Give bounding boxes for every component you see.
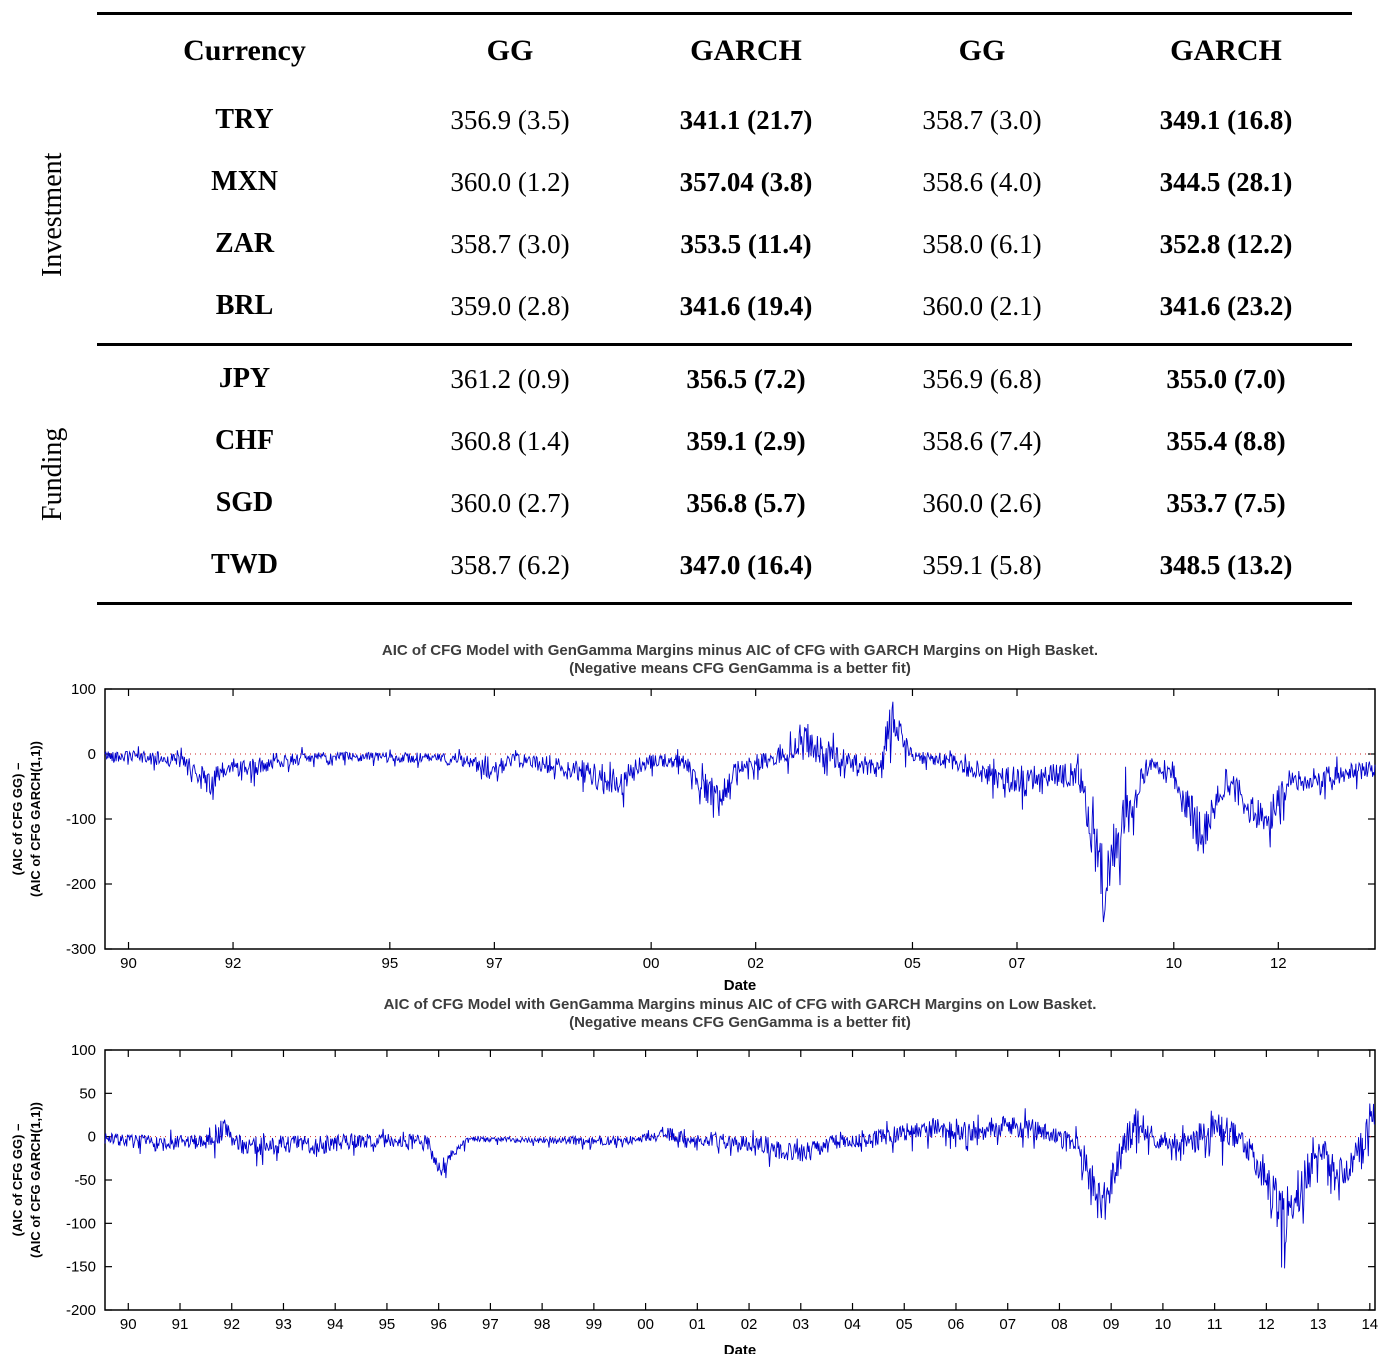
gg-value: 358.7 (3.0): [450, 228, 570, 259]
x-tick-label: 13: [1309, 1316, 1327, 1333]
gg-value: 356.9 (6.8): [922, 363, 1042, 394]
garch-value: 352.8 (12.2): [1159, 228, 1293, 259]
x-axis-label: Date: [723, 977, 757, 994]
garch-value: 341.1 (21.7): [679, 104, 813, 135]
table-header-row: [97, 15, 1352, 87]
gg-value: 359.1 (5.8): [922, 549, 1042, 580]
gg-value: 360.8 (1.4): [450, 425, 570, 456]
x-tick-label: 14: [1361, 1316, 1379, 1333]
y-tick-label: -300: [65, 941, 96, 958]
series-line: [105, 1104, 1375, 1269]
table-row: [97, 151, 1352, 213]
y-tick-label: 0: [87, 746, 96, 763]
garch-value: 347.0 (16.4): [679, 549, 813, 580]
gg-value: 359.0 (2.8): [450, 290, 570, 321]
column-header-gg-2: GG: [958, 34, 1006, 67]
y-tick-label: 0: [87, 1128, 96, 1146]
x-tick-label: 10: [1165, 955, 1183, 972]
gg-value: 360.0 (2.6): [922, 487, 1042, 518]
x-tick-label: 95: [381, 955, 399, 972]
table-row: [97, 410, 1352, 472]
y-axis-label-line2: (AIC of CFG GARCH(1,1)): [28, 1102, 43, 1258]
table-row: [97, 275, 1352, 337]
x-tick-label: 93: [275, 1316, 292, 1333]
x-tick-label: 04: [844, 1316, 861, 1333]
y-tick-label: -100: [65, 1215, 96, 1233]
y-axis-label-line1: (AIC of CFG GG) –: [10, 1123, 25, 1237]
table-row: [97, 348, 1352, 410]
group-label-funding: Funding: [37, 427, 68, 521]
garch-value: 356.8 (5.7): [686, 487, 806, 518]
x-tick-label: 12: [1258, 1316, 1275, 1333]
gg-value: 358.7 (3.0): [922, 104, 1042, 135]
garch-value: 341.6 (23.2): [1159, 290, 1293, 321]
column-header-currency: Currency: [183, 34, 306, 67]
garch-value: 349.1 (16.8): [1159, 104, 1293, 135]
x-tick-label: 02: [740, 1316, 758, 1333]
table-bottom-rule: [97, 602, 1352, 605]
table-row: [97, 534, 1352, 596]
currency-code: TWD: [211, 549, 278, 580]
gg-value: 358.0 (6.1): [922, 228, 1042, 259]
gg-value: 358.7 (6.2): [450, 549, 570, 580]
x-tick-label: 03: [792, 1316, 810, 1333]
y-axis-label-line2: (AIC of CFG GARCH(1,1)): [28, 741, 43, 897]
garch-value: 344.5 (28.1): [1159, 166, 1293, 197]
y-tick-label: 100: [70, 681, 96, 698]
x-tick-label: 08: [1051, 1316, 1068, 1333]
x-tick-label: 05: [904, 955, 921, 972]
currency-code: SGD: [215, 487, 274, 518]
garch-value: 355.0 (7.0): [1166, 363, 1286, 394]
y-tick-label: 50: [79, 1085, 96, 1103]
garch-value: 353.7 (7.5): [1166, 487, 1286, 518]
y-axis-label-line1: (AIC of CFG GG) –: [10, 762, 25, 876]
x-tick-label: 07: [1008, 955, 1026, 972]
garch-value: 356.5 (7.2): [686, 363, 806, 394]
group-label-investment: Investment: [37, 152, 68, 278]
currency-code: MXN: [211, 166, 278, 197]
series-line: [105, 702, 1375, 922]
column-header-gg-1: GG: [486, 34, 534, 67]
chart-title: AIC of CFG Model with GenGamma Margins minus AIC of CFG with GARCH Margins on High Basket.: [381, 642, 1099, 659]
column-header-garch-2: GARCH: [1170, 34, 1282, 67]
column-header-garch-1: GARCH: [690, 34, 802, 67]
low-basket-chart: [0, 995, 1399, 1354]
x-tick-label: 02: [747, 955, 765, 972]
x-tick-label: 05: [895, 1316, 913, 1333]
gg-value: 360.0 (2.1): [922, 290, 1042, 321]
y-tick-label: -50: [74, 1172, 96, 1189]
currency-code: JPY: [218, 363, 271, 394]
currency-code: CHF: [214, 425, 275, 456]
garch-value: 359.1 (2.9): [686, 425, 806, 456]
x-tick-label: 12: [1269, 955, 1287, 972]
currency-code: ZAR: [214, 228, 275, 259]
table-row: [97, 89, 1352, 151]
y-tick-label: -200: [65, 1302, 96, 1319]
gg-value: 356.9 (3.5): [450, 104, 570, 135]
funding-group: [37, 346, 1352, 602]
x-tick-label: 01: [688, 1316, 706, 1333]
chart-title: AIC of CFG Model with GenGamma Margins minus AIC of CFG with GARCH Margins on Low Basket.: [383, 996, 1097, 1013]
garch-value: 353.5 (11.4): [680, 228, 812, 259]
gg-value: 360.0 (1.2): [450, 166, 570, 197]
investment-group: [37, 87, 1352, 343]
x-tick-label: 92: [224, 955, 242, 972]
x-tick-label: 10: [1154, 1316, 1172, 1333]
y-tick-label: -150: [65, 1258, 96, 1276]
x-tick-label: 91: [171, 1316, 189, 1333]
x-tick-label: 94: [326, 1316, 344, 1333]
x-tick-label: 92: [223, 1316, 241, 1333]
x-tick-label: 11: [1206, 1316, 1223, 1333]
chart-subtitle: (Negative means CFG GenGamma is a better fit): [569, 1014, 911, 1031]
x-tick-label: 98: [533, 1316, 551, 1333]
x-tick-label: 96: [430, 1316, 448, 1333]
plot-box: [105, 1050, 1375, 1310]
gg-value: 361.2 (0.9): [450, 363, 570, 394]
gg-value: 360.0 (2.7): [450, 487, 570, 518]
x-tick-label: 00: [637, 1316, 654, 1333]
gg-value: 358.6 (7.4): [922, 425, 1042, 456]
x-tick-label: 99: [585, 1316, 603, 1333]
high-basket-chart: [0, 639, 1399, 995]
x-tick-label: 95: [378, 1316, 396, 1333]
x-tick-label: 06: [947, 1316, 965, 1333]
results-table: [37, 12, 1352, 605]
garch-value: 355.4 (8.8): [1166, 425, 1286, 456]
gg-value: 358.6 (4.0): [922, 166, 1042, 197]
plot-box: [105, 689, 1375, 949]
x-tick-label: 90: [120, 955, 137, 972]
y-tick-label: 100: [70, 1042, 96, 1059]
currency-code: BRL: [215, 290, 274, 321]
currency-code: TRY: [215, 104, 274, 135]
x-tick-label: 90: [119, 1316, 137, 1333]
table-row: [97, 213, 1352, 275]
garch-value: 348.5 (13.2): [1159, 549, 1293, 580]
y-tick-label: -200: [65, 876, 96, 893]
x-tick-label: 00: [642, 955, 660, 972]
x-tick-label: 09: [1102, 1316, 1120, 1333]
x-tick-label: 97: [482, 1316, 499, 1333]
y-tick-label: -100: [65, 811, 96, 828]
garch-value: 357.04 (3.8): [679, 166, 813, 197]
chart-subtitle: (Negative means CFG GenGamma is a better fit): [569, 660, 911, 677]
garch-value: 341.6 (19.4): [679, 290, 813, 321]
table-row: [97, 472, 1352, 534]
x-axis-label: Date: [723, 1342, 757, 1354]
x-tick-label: 07: [999, 1316, 1017, 1333]
x-tick-label: 97: [486, 955, 503, 972]
